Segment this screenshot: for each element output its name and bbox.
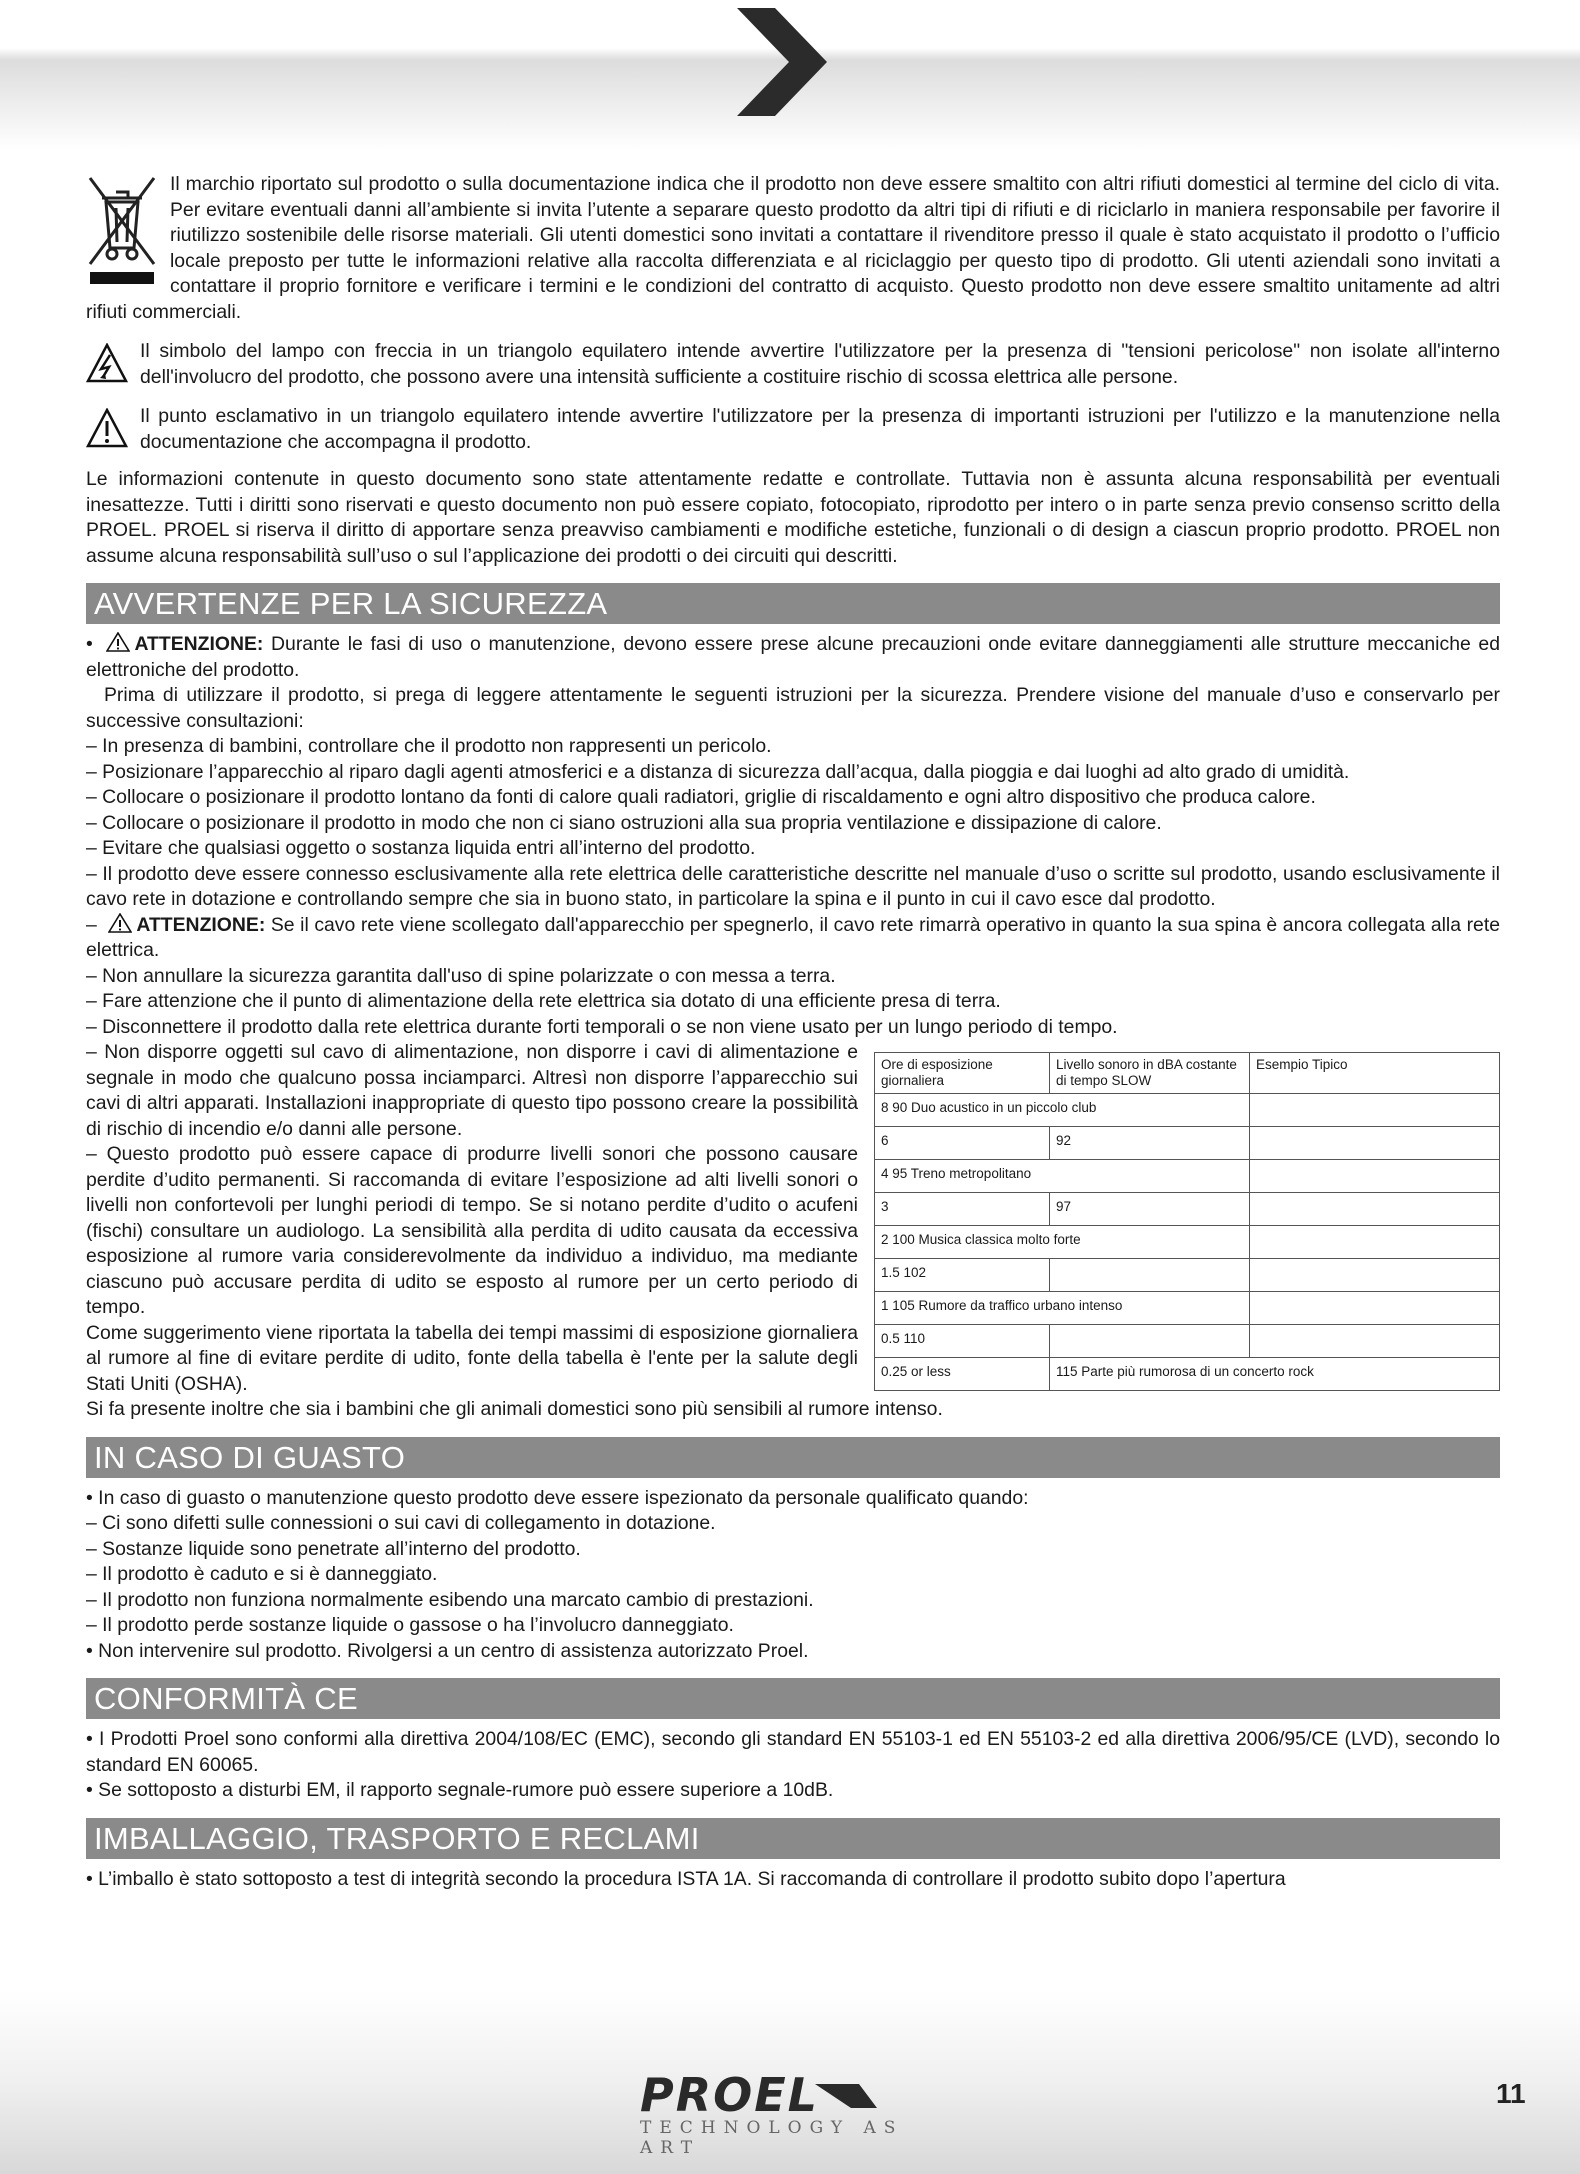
safety-list-a — [86, 734, 1500, 913]
list-item: – Non annullare la sicurezza garantita dall'uso di spine polarizzate o con messa a terra. — [86, 964, 836, 987]
ce-list — [86, 1727, 1500, 1804]
table-cell — [1050, 1259, 1250, 1292]
table-cell: 0.25 or less — [875, 1358, 1050, 1391]
table-row — [875, 1160, 1500, 1193]
table-cell: 2 100 Musica classica molto forte — [875, 1226, 1250, 1259]
attention-label: ATTENZIONE: — [136, 913, 266, 936]
attention-label: ATTENZIONE: — [134, 633, 264, 655]
table-cell — [1250, 1325, 1500, 1358]
section-title-safety: AVVERTENZE PER LA SICUREZZA — [86, 583, 1500, 624]
attention-text: Se il cavo rete viene scollegato dall'apparecchio per spegnerlo, il cavo rete rimarrà operativo in quanto la sua spina è ancora collegata alla rete elettrica. — [86, 913, 1501, 961]
bullet: • — [86, 633, 93, 655]
noise-exposure-table — [874, 1052, 1500, 1391]
exclamation-triangle-icon — [86, 408, 128, 448]
attention-text: Durante le fasi di uso o manutenzione, devono essere prese alcune precauzioni onde evitare danneggiamenti alle strutture meccaniche ed elettroniche del prodotto. — [86, 633, 1500, 681]
logo-swoosh-icon — [815, 2078, 879, 2112]
list-item: – Il prodotto perde sostanze liquide o gassose o ha l’involucro danneggiato. — [86, 1614, 734, 1636]
safety-list-b — [86, 964, 1500, 1041]
table-cell — [1050, 1325, 1250, 1358]
section-title-packaging: IMBALLAGGIO, TRASPORTO E RECLAMI — [86, 1818, 1500, 1859]
list-item: – Collocare o posizionare il prodotto lontano da fonti di calore quali radiatori, griglie di riscaldamento e ogni altro dispositivo che produca calore. — [86, 786, 1316, 808]
weee-text: Il marchio riportato sul prodotto o sulla documentazione indica che il prodotto non deve essere smaltito con altri rifiuti domestici al termine del ciclo di vita. Per evitare eventuali danni all’ambiente si invita l’utente a separare questo prodotto da altri tipi di rifiuti e di riciclarlo in maniera responsabile per favorire il riutilizzo sostenibile delle risorse materiali. Gli utenti domestici sono invitati a contattare il rivenditore presso il quale è stato acquistato il prodotto o l’ufficio locale preposto per tutte le informazioni relative alla raccolta differenziata e al riciclaggio per questo tipo di prodotto. Gli utenti aziendali sono invitati a contattare il proprio fornitore e verificare i termini e le condizioni del contratto di acquisto. Questo prodotto non deve essere smaltito unitamente ad altri rifiuti commerciali. — [86, 173, 1500, 323]
list-item: – Collocare o posizionare il prodotto in modo che non ci siano ostruzioni alla sua propria ventilazione e dissipazione di calore. — [86, 811, 1162, 834]
table-row — [875, 1358, 1500, 1391]
list-item: – Il prodotto non funziona normalmente esibendo una marcato cambio di prestazioni. — [86, 1588, 814, 1611]
list-item: – Evitare che qualsiasi oggetto o sostanza liquida entri all’interno del prodotto. — [86, 837, 756, 859]
noise-section — [86, 1040, 1500, 1423]
list-item: – Disconnettere il prodotto dalla rete elettrica durante forti temporali o se non viene usato per un lungo periodo di tempo. — [86, 1015, 1118, 1038]
list-item: • Se sottoposto a disturbi EM, il rapporto segnale-rumore può essere superiore a 10dB. — [86, 1779, 834, 1801]
table-row — [875, 1226, 1500, 1259]
children-text: Si fa presente inoltre che sia i bambini che gli animali domestici sono più sensibili al rumore intenso. — [86, 1398, 943, 1420]
table-cell — [1250, 1094, 1500, 1127]
list-item: • In caso di guasto o manutenzione questo prodotto deve essere ispezionato da personale qualificato quando: — [86, 1486, 1029, 1509]
lightning-text: Il simbolo del lampo con freccia in un triangolo equilatero intende avvertire l'utilizzatore per la presenza di "tensioni pericolose" non isolate all'interno dell'involucro del prodotto, che possono avere una intensità sufficiente a costituire rischio di scossa elettrica alle persone. — [140, 340, 1500, 388]
logo-wordmark — [640, 2068, 940, 2122]
table-cell: 1 105 Rumore da traffico urbano intenso — [875, 1292, 1250, 1325]
table-cell: 4 95 Treno metropolitano — [875, 1160, 1250, 1193]
table-row — [875, 1193, 1500, 1226]
list-item: – In presenza di bambini, controllare che il prodotto non rappresenti un pericolo. — [86, 735, 772, 757]
table-cell: 6 — [875, 1127, 1050, 1160]
table-cell: 8 90 Duo acustico in un piccolo club — [875, 1094, 1250, 1127]
weee-notice — [86, 172, 1500, 325]
table-cell — [1250, 1160, 1500, 1193]
cables-text: – Non disporre oggetti sul cavo di alimentazione, non disporre i cavi di alimentazione e segnale in modo che qualcuno possa inciamparci. Altresì non disporre l’apparecchio sui cavi di altri apparati. Installazioni inappropriate di questo tipo possono creare la possibilità di rischio di incendio e/o danni alle persone. — [86, 1041, 858, 1140]
table-header-row — [875, 1053, 1500, 1094]
table-cell — [1250, 1127, 1500, 1160]
list-item: • I Prodotti Proel sono conformi alla direttiva 2004/108/EC (EMC), secondo gli standard EN 55103-1 ed EN 55103-2 ed alla direttiva 2006/95/CE (LVD), secondo lo standard EN 60065. — [86, 1728, 1500, 1776]
table-row — [875, 1292, 1500, 1325]
table-cell: 92 — [1050, 1127, 1250, 1160]
table-cell: 0.5 110 — [875, 1325, 1050, 1358]
table-header-cell: Esempio Tipico — [1250, 1053, 1500, 1094]
hearing-text: – Questo prodotto può essere capace di produrre livelli sonori che possono causare perdite d’udito permanenti. Si raccomanda di evitare l’esposizione ad alti livelli sonori o livelli non confortevoli per lunghi periodi di tempo. Se si notano perdite d’udito o acufeni (fischi) consultare un audiologo. La sensibilità alla perdita di udito causata da eccessiva esposizione al rumore varia considerevolmente da individuo a individuo, ma mediante ciascuno può accusare perdita di udito se esposto al rumore per un certo periodo di tempo. — [86, 1143, 858, 1318]
page-content — [86, 172, 1500, 1892]
table-cell: 3 — [875, 1193, 1050, 1226]
list-item: – Ci sono difetti sulle connessioni o sui cavi di collegamento in dotazione. — [86, 1512, 716, 1534]
warning-triangle-icon — [108, 913, 132, 933]
table-header-cell: Livello sonoro in dBA costante di tempo SLOW — [1050, 1053, 1250, 1094]
lightning-warning — [86, 339, 1500, 390]
table-cell — [1250, 1259, 1500, 1292]
packaging-text: • L’imballo è stato sottoposto a test di integrità secondo la procedura ISTA 1A. Si raccomanda di controllare il prodotto subito dopo l’apertura — [86, 1867, 1286, 1890]
safety-attention-2 — [86, 913, 1500, 964]
osha-text: Come suggerimento viene riportata la tabella dei tempi massimi di esposizione giornaliera al rumore al fine di evitare perdite di udito, fonte della tabella è l'ente per la salute degli Stati Uniti (OSHA). — [86, 1321, 858, 1395]
disclaimer-text: Le informazioni contenute in questo documento sono state attentamente redatte e controllate. Tuttavia non è assunta alcuna responsabilità per eventuali inesattezze. Tutti i diritti sono riservati e questo documento non può essere copiato, fotocopiato, riprodotto per intero o in parte senza previo consenso scritto della PROEL. PROEL si riserva il diritto di apportare senza preavviso cambiamenti e modifiche estetiche, funzionali o di design a ciascun proprio prodotto. PROEL non assume alcuna responsabilità sull’uso o sul l’applicazione dei prodotti o dei circuiti qui descritti. — [86, 468, 1500, 567]
table-cell: 115 Parte più rumorosa di un concerto rock — [1050, 1358, 1500, 1391]
dash: – — [86, 913, 97, 936]
chevron-right-icon — [735, 8, 827, 126]
table-row — [875, 1259, 1500, 1292]
table-cell — [1250, 1292, 1500, 1325]
exclamation-warning — [86, 404, 1500, 455]
brand-name: PROEL — [640, 2068, 819, 2122]
table-row — [875, 1127, 1500, 1160]
list-item: – Il prodotto deve essere connesso esclusivamente alla rete elettrica delle caratteristiche descritte nel manuale d’uso o scritte sul prodotto, usando esclusivamente il cavo rete in dotazione e controllando sempre che sia in buono stato, in particolare la spina e il punto in cui il cavo esce dal prodotto. — [86, 862, 1500, 910]
section-title-ce: CONFORMITÀ CE — [86, 1678, 1500, 1719]
list-item: • Non intervenire sul prodotto. Rivolgersi a un centro di assistenza autorizzato Proel. — [86, 1639, 809, 1662]
table-cell: 97 — [1050, 1193, 1250, 1226]
table-cell: 1.5 102 — [875, 1259, 1050, 1292]
table-row — [875, 1094, 1500, 1127]
safety-attention — [86, 632, 1500, 683]
brand-tagline: TECHNOLOGY AS ART — [640, 2118, 904, 2158]
list-item: – Posizionare l’apparecchio al riparo dagli agenti atmosferici e a distanza di sicurezza dall’acqua, dalla pioggia e dai luoghi ad alto grado di umidità. — [86, 760, 1350, 783]
warning-triangle-icon — [106, 632, 130, 652]
table-row — [875, 1325, 1500, 1358]
list-item: – Sostanze liquide sono penetrate all’interno del prodotto. — [86, 1537, 581, 1560]
exclamation-text: Il punto esclamativo in un triangolo equilatero intende avvertire l'utilizzatore per la presenza di importanti istruzioni per l'utilizzo e la manutenzione nella documentazione che accompagna il prodotto. — [140, 405, 1500, 453]
page-number: 11 — [1496, 2078, 1526, 2109]
table-header-cell: Ore di esposizione giornaliera — [875, 1053, 1050, 1094]
list-item: – Fare attenzione che il punto di alimentazione della rete elettrica sia dotato di una efficiente presa di terra. — [86, 990, 1001, 1012]
table-cell — [1250, 1193, 1500, 1226]
section-title-fault: IN CASO DI GUASTO — [86, 1437, 1500, 1478]
proel-logo — [640, 2068, 940, 2158]
fault-list — [86, 1486, 1500, 1665]
safety-intro: Prima di utilizzare il prodotto, si prega di leggere attentamente le seguenti istruzioni per la sicurezza. Prendere visione del manuale d’uso e conservarlo per successive consultazioni: — [86, 684, 1500, 732]
list-item: – Il prodotto è caduto e si è danneggiato. — [86, 1563, 438, 1585]
crossed-bin-icon — [86, 172, 158, 288]
table-cell — [1250, 1226, 1500, 1259]
lightning-triangle-icon — [86, 343, 128, 383]
